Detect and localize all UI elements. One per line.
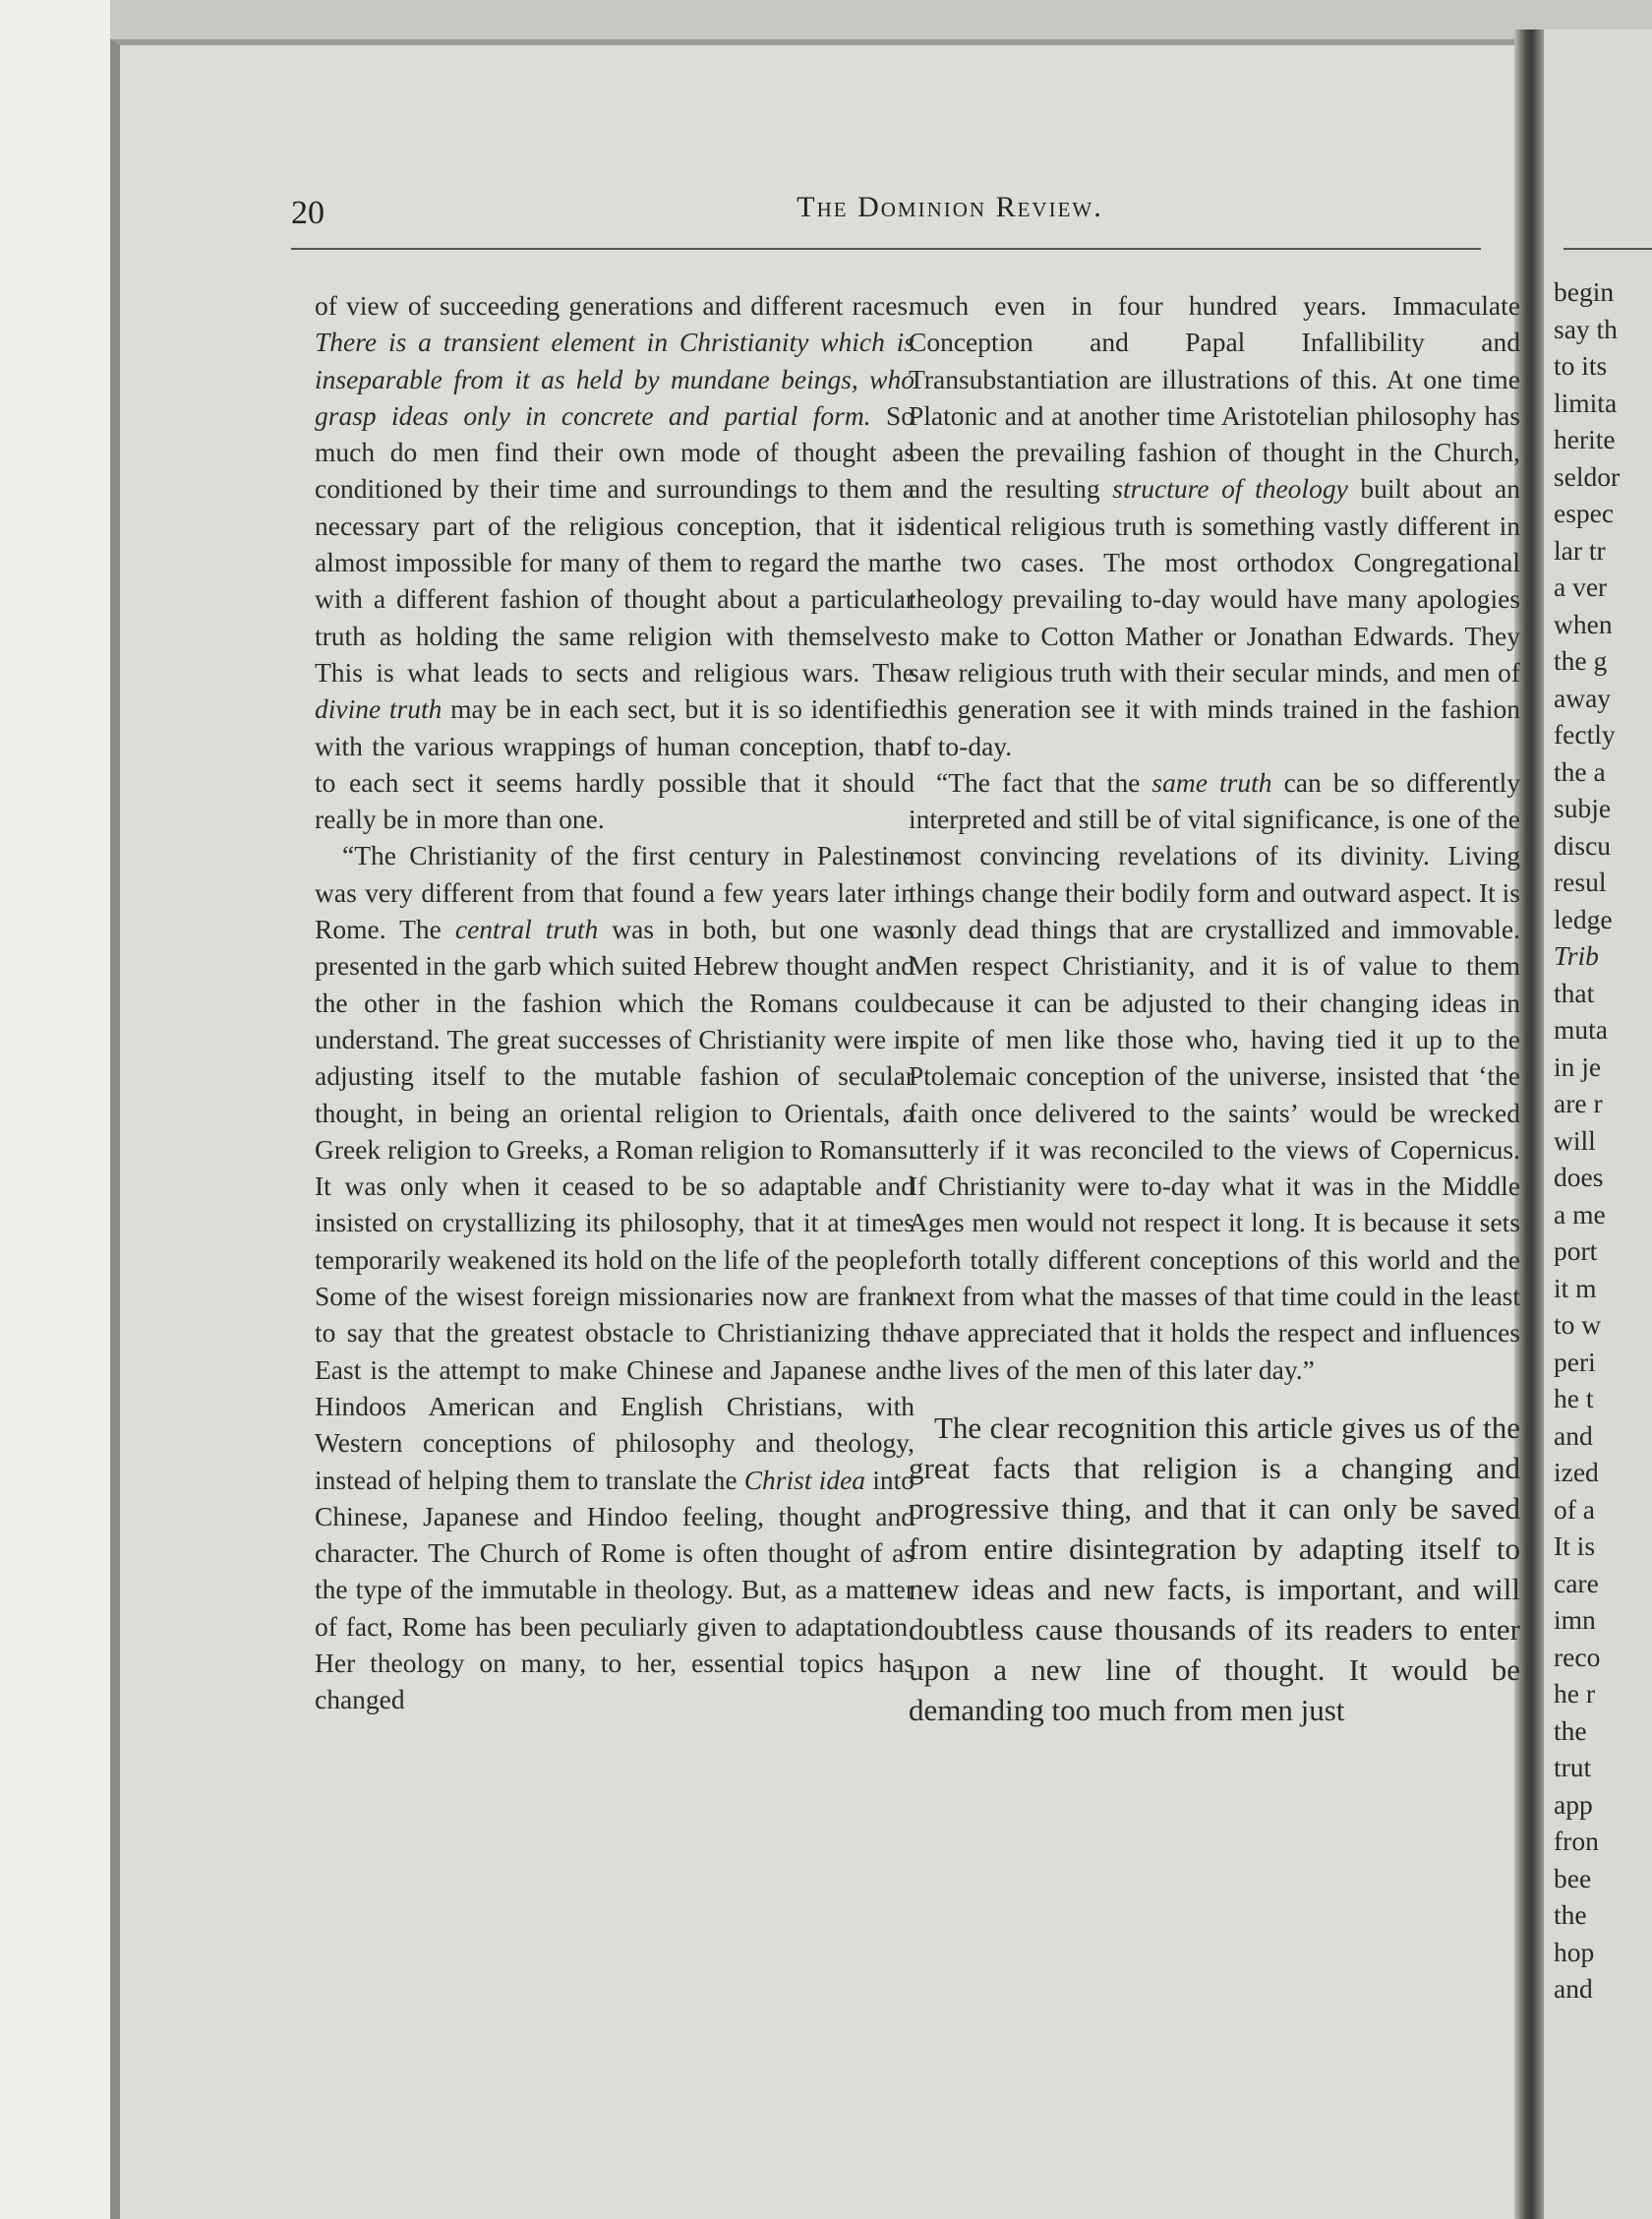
- clipped-line: bee: [1554, 1862, 1592, 1893]
- text-run: of view of succeeding generations and different races.: [315, 290, 914, 321]
- header-rule: [291, 248, 1481, 250]
- text-run: “The fact that the: [936, 766, 1152, 798]
- paragraph: [315, 837, 914, 1717]
- clipped-line: app: [1554, 1788, 1593, 1820]
- clipped-line: reco: [1554, 1641, 1601, 1672]
- text-run: built about an identical religious truth is something vastly different in the two cases. The most orthodox Congregational theology prevailing to-day would have many apologies to make to Cotton Mather or Jonathan Edwards. They saw religious truth with their secular minds, and men of this generation see it with minds trained in the fashion of to-day.: [909, 473, 1520, 761]
- paragraph: [909, 1408, 1520, 1730]
- text-run: “The Christianity of the first century in Palestine was very different from that found a few years later in Rome. The: [315, 840, 914, 945]
- clipped-line: and: [1554, 1419, 1593, 1451]
- italic-phrase: central truth: [454, 914, 599, 945]
- paragraph: [315, 287, 914, 837]
- clipped-line: he r: [1554, 1678, 1595, 1709]
- clipped-line: in je: [1554, 1050, 1602, 1082]
- clipped-line: the: [1554, 1899, 1587, 1930]
- text-run: into Chinese, Japanese and Hindoo feeling, thought and character. The Church of Rome is often thought of as the type of the immutable in theology. But, as a matter of fact, Rome has been peculiarly given to adaptation. Her theology on many, to her, essential topics has changed: [315, 1464, 914, 1715]
- italic-phrase: structure of theology: [1112, 473, 1348, 505]
- text-run: was in both, but one was presented in the garb which suited Hebrew thought and the other in the fashion which the Romans could understand. The great successes of Christianity were in adjusting itself to the mutable fashion of secular thought, in being an oriental religion to Orientals, a Greek religion to Greeks, a Roman religion to Romans. It was only when it ceased to be so adaptable and insisted on crystallizing its philosophy, that it at times temporarily weakened its hold on the life of the people. Some of the wisest foreign missionaries now are frank to say that the greatest obstacle to Christianizing the East is the attempt to make Chinese and Japanese and Hindoos American and English Christians, with Western conceptions of philosophy and theology, instead of helping them to translate the: [315, 914, 914, 1495]
- clipped-line: It is: [1554, 1530, 1596, 1561]
- paragraph: [909, 764, 1520, 1388]
- clipped-line: imn: [1554, 1604, 1596, 1635]
- italic-phrase: divine truth: [315, 693, 442, 725]
- clipped-line: fectly: [1554, 719, 1616, 750]
- clipped-line: herite: [1554, 424, 1616, 454]
- clipped-line: that: [1554, 977, 1595, 1008]
- text-run: much even in four hundred years. Immaculate Conception and Papal Infallibility and Transubstantiation are illustrations of this. At one time Platonic and at another time Aristotelian philosophy has been the prevailing fashion of thought in the Church, and the resulting: [909, 290, 1520, 505]
- middle-text-column: [909, 287, 1520, 1730]
- clipped-line: begin: [1554, 276, 1615, 307]
- clipped-line: the: [1554, 1714, 1587, 1746]
- clipped-line: port: [1554, 1235, 1598, 1266]
- running-head: [291, 191, 1481, 254]
- right-page-header-rule: [1564, 248, 1652, 250]
- clipped-line: away: [1554, 682, 1612, 713]
- clipped-line: muta: [1554, 1014, 1608, 1045]
- clipped-line: discu: [1554, 829, 1612, 861]
- clipped-line: care: [1554, 1567, 1599, 1598]
- right-page-column-fragment: [1554, 273, 1652, 2008]
- journal-title: The Dominion Review.: [796, 191, 1103, 223]
- clipped-line: the g: [1554, 645, 1608, 676]
- paragraph: [909, 287, 1520, 764]
- text-run: So much do men find their own mode of thought as conditioned by their time and surroundings to them a necessary part of the religious conception, that it is almost impossible for many of them to regard the man with a different fashion of thought about a particular truth as holding the same religion with themselves. This is what leads to sects and religious wars. The: [315, 399, 914, 688]
- clipped-line: to w: [1554, 1309, 1602, 1340]
- clipped-line: and: [1554, 1973, 1593, 2004]
- page-number: 20: [291, 195, 324, 231]
- italic-phrase: same truth: [1151, 766, 1272, 798]
- italic-phrase: Christ idea: [743, 1464, 866, 1495]
- clipped-line: seldor: [1554, 460, 1621, 492]
- italic-phrase: There is a transient element in Christianity which is inseparable from it as held by mundane beings, who grasp ideas only in concrete and partial form.: [315, 327, 914, 431]
- text-run: may be in each sect, but it is so identified with the various wrappings of human conception, that to each sect it seems hardly possible that it should really be in more than one.: [315, 693, 914, 835]
- clipped-line: espec: [1554, 498, 1615, 528]
- text-run: can be so differently interpreted and still be of vital significance, is one of the most convincing revelations of its divinity. Living things change their bodily form and outward aspect. It is only dead things that are crystallized and immovable. Men respect Christianity, and it is of value to them because it can be adjusted to their changing ideas in spite of men like those who, having tied it up to the Ptolemaic conception of the universe, insisted that ‘the faith once delivered to the saints’ would be wrecked utterly if it was reconciled to the views of Copernicus. If Christianity were to-day what it was in the Middle Ages men would not respect it long. It is because it sets forth totally different conceptions of this world and the next from what the masses of that time could in the least have appreciated that it holds the respect and influences the lives of the men of this later day.”: [909, 766, 1520, 1385]
- left-text-column: [315, 287, 914, 1718]
- clipped-line: peri: [1554, 1346, 1596, 1377]
- clipped-line: resul: [1554, 867, 1607, 897]
- clipped-line: trut: [1554, 1752, 1592, 1782]
- clipped-line: fron: [1554, 1826, 1599, 1856]
- clipped-line: lar tr: [1554, 534, 1606, 566]
- clipped-line: does: [1554, 1162, 1604, 1192]
- scan-margin: [0, 0, 110, 2219]
- clipped-line: when: [1554, 608, 1613, 639]
- clipped-line: ized: [1554, 1457, 1599, 1487]
- clipped-line: to its: [1554, 350, 1608, 381]
- text-run: The clear recognition this article gives us of the great facts that religion is a changing and progressive thing, and that it can only be saved from entire disintegration by adapting itself to new ideas and new facts, is important, and will doubtless cause thousands of its readers to enter upon a new line of thought. It would be demanding too much from men just: [909, 1409, 1520, 1727]
- clipped-line: will: [1554, 1124, 1596, 1156]
- clipped-line: of a: [1554, 1493, 1595, 1525]
- clipped-line: he t: [1554, 1383, 1594, 1413]
- clipped-line: a ver: [1554, 571, 1608, 602]
- clipped-line: limita: [1554, 387, 1618, 418]
- clipped-line: are r: [1554, 1088, 1603, 1118]
- clipped-line: it m: [1554, 1272, 1597, 1303]
- clipped-line: a me: [1554, 1198, 1606, 1229]
- clipped-line: ledge: [1554, 903, 1613, 934]
- page-right: [1544, 30, 1652, 2219]
- clipped-line: subje: [1554, 793, 1612, 823]
- clipped-line: Trib: [1554, 940, 1599, 971]
- clipped-line: the a: [1554, 755, 1606, 787]
- clipped-line: hop: [1554, 1936, 1595, 1967]
- clipped-line: say th: [1554, 313, 1618, 344]
